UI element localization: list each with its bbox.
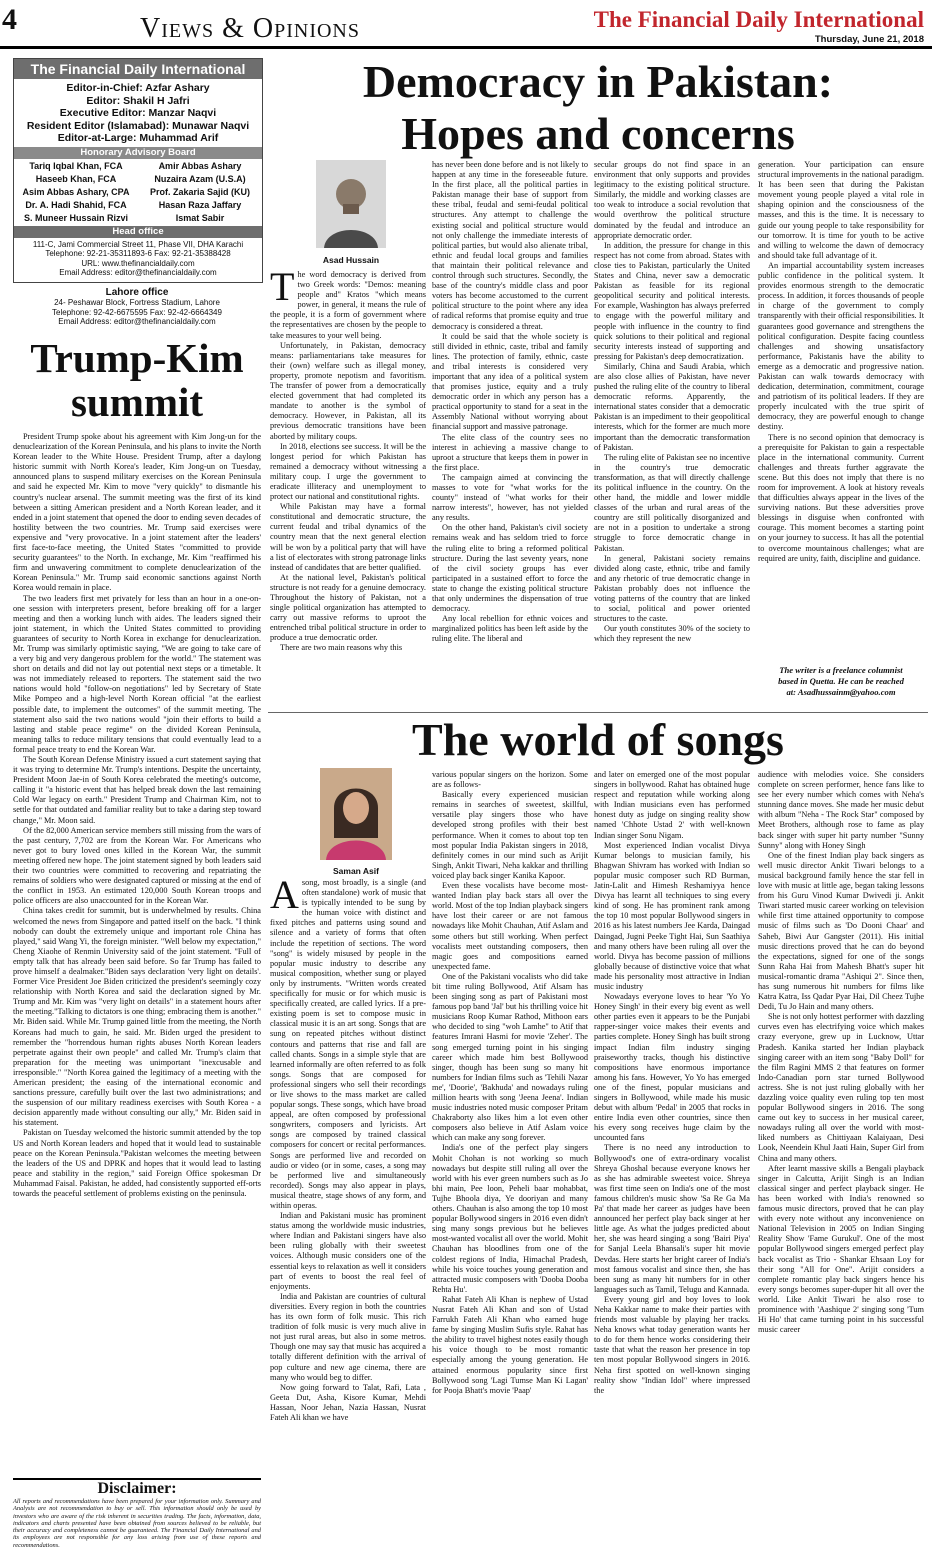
article2-column-2 [432,770,588,1548]
editorial-paragraph: President Trump spoke about his agreement with Kim Jong-un for the denuclearization of the Korean Peninsula, and his plans to invite the North Korean leader to the White House. President Trump, after a daylong historic summit with North Korea's leader, Kim Jong-un on Tuesday, announced plans to suspend military exercises on the Korean Peninsula and said he expected Mr. Kim to move "very quickly" to dismantle his country's nuclear arsenal. The summit meeting was the first of its kind between a sitting American president and a North Korean leader, and it ended in a joint statement that opened the door to ending seven decades of hostility between the two countries. Mr. Trump said exercises were expensive and "very provocative. In a joint statement after the leaders' first face-to-face meeting, the United States "committed to provide security guarantees" to the North. In exchange, Mr. Kim "reaffirmed his firm and unwavering commitment to complete denuclearization of the Korean Peninsula." Mr. Trump said economic sanctions against North Korea would remain in place. [13,432,261,593]
editor-line: Resident Editor (Islamabad): Munawar Naqvi [26,119,250,132]
article-paragraph: song, most broadly, is a single (and often standalone) work of music that is typically intended to be sung by the human voice with distinct and fixed pitches and patterns using sound and silence and a variety of forms that often include the repetition of sections. The word "song" is widely misused by people in the popular music industry to describe any musical composition, whether sung or played only by instruments. "Written words created specifically for music or for which music is specifically created, are called lyrics. If a pre-existing poem is set to compose music in classical music it is an art song. Songs that are sung on repeated pitches without distinct contours and patterns that rise and fall are called chants. Songs in a simple style that are learned informally are often referred to as folk songs. Songs that are composed for professional singers who sell their recordings or live shows to the mass market are called popular songs. These songs, which have broad appeal, are often composed by professional songwriters, composers and lyricists. Art songs are composed by trained classical composers for concert or recital performances. Songs are performed live and recorded on audio or video (or in some, cases, a song may be performed live and simultaneously recorded). Songs may also appear in plays, musical theatre, stage shows of any form, and within operas. [270,878,426,1210]
author-name: Asad Hussain [322,255,380,265]
article-paragraph: he word democracy is derived from two Greek words: "Demos: meaning people and" Kratos "which means power, in general, it means the rule of the people, it is a form of government where the representatives are chosen by the people to take measures to your well being. [270,270,426,340]
article-paragraph: Most experienced Indian vocalist Divya Kumar belongs to musician family, his Bhagwan Shivram has worked with Indian so popular music composer such RD Burman, Jatin-Lalit and Himesh Reshamiyya hence Divya has learnt all techniques to sing every kind of song. He has prominent rank among the top 10 most popular Bollywood singers in 2016 as his latest numbers Jee Karda, Daingad Daingad, Jugni Peeke Tight Hai, Sun Saathiya and many others have been ruling all over the world. Divya has become passion of millions globally because of distinctive voice that what made his personality most attractive in Indian music industry [594,840,750,991]
article1-column-3 [594,160,750,710]
article-paragraph: Rahat Fateh Ali Khan is nephew of Ustad Nusrat Fateh Ali Khan and son of Ustad Farrukh Fateh Ali Khan who earned huge fame by singing Muslim Sufis style. Rahat has the ability to travel highest notes easily though his voice though to be most romantic especially among the young generation. He attained enormous popularity since first Bollywood song 'Lagi Tumse Man Ki Lagan' for Pooja Bhatt's movie 'Paap' [432,1294,588,1395]
article1-title-line: Democracy in Pakistan: [362,56,834,107]
advisory-board [14,159,262,226]
article-paragraph: One of the Pakistani vocalists who did take bit time ruling Bollywood, Atif Alsam has been singing song as part of Pakistani most famous pop band 'Jal' but his thrilling voice hit musicians Roop Kumar Rathod, Mithoon ears who decided to sing "woh Lamhe" to Atif that features Imrani Hasmi for movie 'Zeher'. The song emerged turning point in his singing career which made him best Bollywood singer, though has been sung so many hit numbers for Indian films such as 'Tehili Nazar me', 'Doorie', 'Bakhuda' and nowadays ruling million hearts with song 'Jeena Jeena'. Indian music industries noted music composer Pritam Chakraborty also likes him a lot even other composers also believe in Atif Aslam voice which can make any song forever. [432,971,588,1143]
article-paragraph: There is no second opinion that democracy is a prerequisite for Pakistan to gain a respectable place in the international community. Current challenges and threats further aggravate the scene. But this does not imply that there is no room for improvement. A look at history reveals that difficulties always appear in the lives of the surviving nations. But these adversities prove blessings in disguise when confronted with courage. This moment becomes a starting point on your journey to success. It has all the potential to overcome mountainous challenges; what are required are unity, faith, discipline and guidance. [758,432,924,563]
editorial-paragraph: The South Korean Defense Ministry issued a curt statement saying that it was trying to determine Mr. Trump's intentions. Despite the uncertainty, President Moon Jae-in of South Korea celebrated the meeting's outcome, calling it "a historic event that has helped break down the last remaining Cold War legacy on earth." President Trump and Chairman Kim, not to settle for that outdated and familiar reality but to take a daring step toward change," Mr. Moon said. [13,755,261,825]
article1-title-line: Hopes and concerns [401,108,795,159]
address-line: 24- Peshawar Block, Fortress Stadium, Lahore [54,298,220,307]
page-number: 4 [2,3,17,36]
article-paragraph: There are two main reasons why this [280,643,403,653]
bio-line: The writer is a freelance columnist [779,665,903,675]
issue-date: Thursday, June 21, 2018 [814,34,924,45]
article-paragraph: An impartial accountability system increases public confidence in the political system. It provides enormous strength to the democratic process. In addition, it forces thousands of people in charge of the government to comply transparently with their official responsibilities. It guarantees good governance and strengthens the political configuration. Despite facing countless challenges and showing unsatisfactory performance, Pakistanis have the ability to emerge as a democratic and progressive nation. Pakistan can walk towards democracy with dedication, determination, commitment, courage and patriotism of its political leaders. If they are properly inculcated with the true spirit of democracy, they are powerful enough to change destiny. [758,260,924,432]
article-paragraph: Even these vocalists have become most-wanted Indian play back stars all over the world. Most of the top Indian playback singers have lost their career or are not famous nowadays like Mohit Chauhan, Atif Aslam and some others but still working. When perfect vocalists meet outstanding composers, then magic goes and compositions earned unexpected fame. [432,881,588,971]
masthead-title: The Financial Daily International [14,59,262,79]
author-bio [758,665,924,698]
bio-line: at: Asadhussainm@yahoo.com [786,687,896,697]
editor-line: Editor-in-Chief: Azfar Ashary [66,82,210,94]
article1-column-4 [758,160,924,660]
article2-title: The world of songs [412,714,784,765]
article-paragraph: She is not only hottest performer with dazzling curves even has electrifying voice which makes crazy everyone, grew up in Lucknow, Uttar Pradesh. Kanika started her Indian playback singing career with an item song "Baby Doll" for the film Ragini MMS 2 that features on former Indo-Canadian porn star turned Bollywood actress. She is not just ruling globally with her dazzling voice quality even ruling top ten most popular Bollywood singers in 2016. The song came out key to success in her musical career, nowadays ruling all over the world with most-liked numbers as Chittiyaan Kalaiyaan, Desi Look, Neendein Khul Jaati Hain, Super Girl from China and many others. [758,1012,924,1163]
editorial-paragraph: Of the 82,000 American service members still missing from the wars of the past century, 7,702 are from the Korean War. For Americans who never got to bury loved ones killed in the Korean War, the summit meeting offered new hope. The joint statement signed by both leaders said their two countries were committed to recovering and repatriating the remains of soldiers who were designated captured or missing at the end of the conflict in 1953. An estimated 120,000 South Korean troops and police officers are also unaccounted for in the Korean War. [13,825,261,906]
email-line: Email Address: editor@thefinancialdaily.com [58,317,216,326]
article-paragraph: audience with melodies voice. She considers complete on screen performer, hence fans like to see her every number which comes with Neha's stunning dance moves. She made her music debut with album "Neha - The Rock Star" composed by Meet Brothers, although rose to fame as play back singer with super hit party number "Sunny Sunny" along with Honey Singh [758,770,924,850]
article-paragraph: Nowadays everyone loves to hear 'Yo Yo Honey Singh' in their every big event as well other parties even it appears to be the Punjabi rapper-singer voice makes their events and parties complete. Honey Singh has built strong impact Indian film industry singing praiseworthy tracks, though his distinctive compositions have enormous importance among his fans. However, Yo Yo has emerged one of the finest, popular musicians and singers in Bollywood, while made his music debut with album 'Pedal' in 2005 that rocks in entire India even other countries, since then his every song receives huge claim by the uncounted fans [594,992,750,1143]
phone-line: Telephone: 92-42-6675595 Fax: 92-42-6664349 [52,307,222,317]
article1-title [268,56,928,160]
editor-line: Editor-at-Large: Muhammad Arif [57,132,219,144]
section-title: Views & Opinions [140,13,360,44]
article-paragraph: On the other hand, Pakistan's civil society remains weak and has seldom tried to force the ruling elite to bring a reformed political structure. During the last seventy years, none of the civil society groups has ever participated in a sustained effort to force the state to change the existing political structure that only undermines the dispensation of true democracy. [432,523,588,614]
article-paragraph: generation. Your participation can ensure structural improvements in the national paradigm. It has been seen that during the Pakistan movement young people played a vital role in shaping opinion and the consciousness of the masses, and this is the time. It is necessary to guide our young people to take responsibility for our tomorrow. It is time for youth to be active and willing to welcome the dawn of democracy and should take full advantage of it. [758,160,924,260]
editorial-paragraph: The two leaders first met privately for less than an hour in a one-on-one session with interpreters present, before breaking off for a larger meeting and then a working lunch with aides. The leaders signed their joint statement, in which the United States committed to providing guarantees of security to North Korea in exchange for denuclearization. Mr. Trump was similarly optimistic saying, "We are going to take care of a very big and very dangerous problem for the world." The statement was short on details and did not lay out potential next steps or a timetable. It was not immediately released to reporters. The statement said the two nations would hold "follow-on negotiations" led by Secretary of State Mike Pompeo and a high-level North Korean official "at the earliest possible date, to implement the outcomes" of the summit meeting. The statement also said the two nations would "join their efforts to build a lasting and stable peace regime" on the divided Korean Peninsula, meaning talks to reduce military tensions that could eventually lead to a formal peace treaty to end the Korean War. [13,593,261,754]
dropcap: A [270,878,299,917]
article-paragraph: While Pakistan may have a formal constitutional and democratic structure, the current feudal and tribal dynamics of the country mean that the next general election will be won by a political party that will have a list of electorates with strong patronage links instead of candidates that are better qualified. [270,502,426,572]
board-member: Nuzaira Azam (U.S.A) [154,173,246,184]
disclaimer-title: Disclaimer: [97,1480,177,1497]
board-member: Tariq Iqbal Khan, FCA [29,160,123,171]
editorial-paragraph: China takes credit for summit, but is underwhelmed by results. China welcomed the news from Singapore and patted itself on the back. "I think nobody can doubt the extremely unique and important role China has played," said Wang Yi, the foreign minister. "Well below my expectation," Cheng Xiaohe of Renmin University said of the joint statement. "Full of empty talk that has already been said before. So far Trump has failed to prove himself a dealmaker."Biden says declaration 'very light on details'. Former Vice President Joe Biden criticized the president's seemingly cozy relationship with North Korea and said the declaration signed by Mr. Trump and Mr. Kim was "very light on details" in a statement hours after the meeting."Talking to dictators is one thing; embracing them is another." Mr. Biden said. While Mr. Trump gained little from the meeting, the North Koreans had much to gain, he said. Mr. Biden urged the president to remember the "horrendous human rights abuses North Korean leaders perpetrate against their own people" and called Mr. Trump's claim that preparation for the meeting was unimportant "inexcusable and irresponsible." "North Korea gained the legitimacy of a meeting with the American president; the easing of the international economic and sanctions pressure, carefully built over the last two administrations; and the suspension of our military readiness exercises with South Korea - a decision apparently made without consulting our ally," Mr. Biden said in his statement. [13,906,261,1128]
editorial-title-line: summit [70,379,204,425]
article-paragraph: Now going forward to Talat, Rafi, Lata , Geeta Dut, Asha, Kisore Kumar, Mehdi Hassan, Noor Jehan, Nazia Hassan, Nusrat Fateh Ali khan we have [270,1382,426,1422]
article-paragraph: One of the finest Indian play back singers as well music director Ankit Tiwari belongs to a musical background family hence the star fell in love with music at little age, began taking lessons from his Guru Vinod Kumar Dwivedi ji. Ankit Tiwari started music career working on television while first time attained opportunity to compose music of films such as 'Do Dooni Chaar' and Saheb, Biwi Aur Gangster (2011). His initial music directions proved that he can do beyond the expectations, signed for one of the songs Sunn Raha Hai from Mahesh Bhatt's super hit musical-romantic drama "Ashiqui 2". Since then, has sung numerous hit numbers for films like Katra Katra, Iss Qadar Pyar Hai, Dil Cheez Tujhe Dedi, Tu Jo Hain and many others. [758,850,924,1012]
article-paragraph: The campaign aimed at convincing the masses to vote for "what works for the county" instead of "what works for their narrow interests", however, has not yielded any results. [432,472,588,523]
disclaimer-text: All reports and recommendations have been prepared for your information only. Summary and Analysis are not recommendation to buy or sell. This information should only be used by investors who are aware of the risk inherent in securities trading. The facts, information, data, indicators and charts presented have been obtained from sources believed to be reliable, but their accuracy and completeness cannot be guaranteed. The Financial Daily International and its employees are not responsible for any loss arising from use of these reports and recommendations. [13,1498,261,1549]
email-line: Email Address: editor@thefinancialdaily.com [59,268,217,277]
article-separator [268,712,928,713]
phone-line: Telephone: 92-21-35311893-6 Fax: 92-21-35388428 [45,249,231,258]
article-paragraph: India's one of the perfect play singers Mohit Chohan is not working so much nowadays but despite still ruling all over the world with his ever green numbers such as Jo bhi main, Pee loon, Peheli baar mohabbat, Tujhe Bhoola diya, Ye dooriyan and many others. Chauhan is also among the top 10 most popular Bollywood singers in 2016 even didn't sing many songs previous but he believes most-wanted vocalist all over the world. Mohit Chauhan has bloodlines from one of the coldest regions of India, Himachal Pradesh, while his voice touches young generation and attracted music composers with 'Dooba Dooba Rehta Hu'. [432,1143,588,1294]
article-paragraph: secular groups do not find space in an environment that only supports and provides legitimacy to the existing political structure. Similarly, the middle and working classes are too weak to introduce a social revolution that would overthrow the political structure dominated by the feudal and introduce an appropriate democratic order. [594,160,750,240]
disclaimer-box [13,1478,261,1550]
board-member: Asim Abbas Ashary, CPA [22,186,130,197]
editorial-title-line: Trump-Kim [30,335,244,381]
author-photo-asad [316,160,386,248]
board-member: Haseeb Khan, FCA [35,173,117,184]
author-name: Saman Asif [333,866,379,876]
paper-name: The Financial Daily International [593,7,924,32]
advisory-board-label: Honorary Advisory Board [14,147,262,159]
author-silhouette-icon [316,160,386,248]
article-paragraph: In addition, the pressure for change in this respect has not come from abroad. States with close ties to Pakistan, particularly the United States and China, never saw a democratic Pakistan as feasible for its regional geopolitical security and political interests. For example, Washington has always preferred to engage with the powerful military and people with influence in the country to find quick solutions to their political and regional security interests instead of supporting and pressing for Pakistan's deep democratization. [594,240,750,361]
article-paragraph: Any local rebellion for ethnic voices and marginalized politics has been left aside by the ruling elite. The liberal and [432,614,588,644]
editor-line: Editor: Shakil H Jafri [86,94,190,107]
board-row [14,186,262,199]
article-paragraph: and later on emerged one of the most popular singers in bollywood. Rahat has obtained huge respect and reputation while working along with Indian musicians even has performed honest duty as judge on singing reality show named 'Chhote Ustad 2' with well-known Indian singer Sonu Nigam. [594,770,750,840]
editorial-body [13,432,261,1476]
article2-column-3 [594,770,750,1548]
lahore-office [13,287,261,327]
address-line: 111-C, Jami Commercial Street 11, Phase VII, DHA Karachi [32,239,244,249]
board-member: Ismat Sabir [175,212,225,223]
article2-column-1 [270,878,426,1548]
article-paragraph: The ruling elite of Pakistan see no incentive in the country's true democratic transformation, as that will directly challenge its political influence in the country. On the other hand, the middle and lower middle classes of the urban and rural areas of the country are still politically disorganized and are not in a position to undertake a strong struggle to force democratic change in Pakistan. [594,452,750,553]
article-paragraph: various popular singers on the horizon. Some are as follows- [432,770,588,790]
article-paragraph: has never been done before and is not likely to happen at any time in the foreseeable future. In the first place, all the political parties in Pakistan manage their base of support from these tribal, feudal and semi-feudal political structures. Any attempt to challenge the existing social and political structure would not only challenge the immediate interests of political parties, but would also alienate tribal, ethnic and feudal local groups and families that maintain their political relevance and control through such structures. Secondly, the base of the country's middle class and poor voters has become accustomed to the current political structure to the point where any idea of radical reforms that promise equity and true democracy is considered a threat. [432,160,588,331]
lahore-office-label: Lahore office [105,287,169,298]
board-row [14,160,262,173]
board-row [14,212,262,225]
article2-column-4 [758,770,924,1548]
article-paragraph: Indian and Pakistani music has prominent status among the worldwide music industries, where Indian and Pakistani singers have also been ruling globally with their sweetest voices. Although music considers one of the essential keys to relaxation as well it considers part of events to boost the real feel of enjoyments. [270,1211,426,1291]
header-rule [0,46,932,49]
board-row [14,199,262,212]
masthead-box [13,58,263,283]
article-paragraph: At the national level, Pakistan's political structure is not ready for a genuine democracy. Throughout the history of Pakistan, not a single political organization has attempted to carry out massive reforms to uproot the entrenched tribal political structure in order to produce a true democratic order. [270,572,426,643]
board-row [14,173,262,186]
article1-column-2 [432,160,588,710]
editorial-title [13,336,261,424]
dropcap: T [270,270,295,309]
article-paragraph: The elite class of the country sees no interest in achieving a massive change to uproot a structure that keeps them in power in the first place. [432,432,588,472]
head-office-label: Head office [14,226,262,238]
article-paragraph: It could be said that the whole society is still divided in ethnic, caste, tribal and family lines. The protection of family, ethnic, caste and tribal interests is considered very important that any idea of a political system that promises justice, equity and a truly democratic order in which any person has a practical opportunity to stand for a seat in the Assembly National without worrying about financial support and massive patronage. [432,331,588,432]
article-paragraph: Every young girl and boy loves to look Neha Kakkar name to make their parties with friends most valuable by playing her tracks. Neha knows what today generation wants her to do for them hence works considering their taste that what the reason her presence in top ten most popular Bollywood singers in 2016. Neha first spotted on well-known singing reality show "Indian Idol" where impressed the [594,1294,750,1395]
board-member: Prof. Zakaria Sajid (KU) [149,186,251,197]
board-member: Dr. A. Hadi Shahid, FCA [25,199,127,210]
article-paragraph: Basically every experienced musician remains in searches of sweetest, skillful, versatile play singers those who have developed strong profiles with their best performance. When it comes to about top ten most popular India Pakistan singers in 2018, definitely comes in our mind such as Arijit Singh, Ankit Tiwari, Neha kakkar and thrilling voiced play back singer Kanika Kapoor. [432,790,588,880]
editorial-paragraph: Pakistan on Tuesday welcomed the historic summit attended by the top US and North Korean leaders and hoped that it would lead to sustainable peace on the Korean Peninsula."Pakistan welcomes the meeting between the leaders of the US and DPRK and hopes that it would lead to lasting peace and stability in the region," said Foreign Office spokesman Dr Muhammad Faisal. Pakistan, he added, had consistently supported eff-orts towards the peaceful settlement of problems existing on the peninsula. [13,1128,261,1199]
editors-list [14,79,262,145]
article-paragraph: After learnt massive skills a Bengali playback singer in Calcutta, Arijit Singh is an Indian classical singer and perfect playback singer. He has been worked with India's renowned so famous music directors, proved that he can play with every note without any inconvenience on National Television in 2005 on Indian Singing Reality Show 'Fame Gurukul'. One of the most popular Bollywood singers emerged perfect play back vocalist as Trio - Shankar Ehsaan Loy for their song "All for One". Arijit considers a complete romantic play back singers hence his every songs becomes super-duper hit all over the world. Like Ankit Tiwari he also rose to prominence with 'Aashique 2' singing song 'Tum Hi Ho' that came turning point in his successful music career [758,1163,924,1335]
article-paragraph: There is no need any introduction to Bollywood's one of extra-ordinary vocalist Shreya Ghoshal because everyone knows her as she has admirable sweetest voice. Shreya was first time seen on India's one of the most famous children's music show 'Sa Re Ga Ma Pa' that made her career as judges have been announced her perfect play back singer at her little age. As what the judges predicted about her, she was heard singing a song 'Bairi Piya' for Sanjal Leela Bhansali's super hit movie Devdas. Here starts her bright career of India's most famous vocalist and since then, she has been sung as many hit numbers for in other languages such as Tamil, Telugu and Kannada. [594,1143,750,1294]
article-paragraph: Our youth constitutes 30% of the society to which they represent the new [594,624,750,644]
article-paragraph: In general, Pakistani society remains divided along caste, ethnic, tribe and family and any rhetoric of true democratic change in Pakistan probably does not influence the voting patterns of the country that are linked to social, political and power oriented structures to the caste. [594,553,750,624]
article-paragraph: India and Pakistan are countries of cultural diversities. Every region in both the countries has its own form of folk music. This rich tradition of folk music is very much alive in not just rural areas, but also in some metros. Though one may say that music has acquired a totally different definition with the arrival of pop culture and new age cinema, there are many who would beg to differ. [270,1291,426,1382]
head-office-details [14,238,262,278]
author-silhouette-icon [320,768,392,860]
article-paragraph: In 2018, elections see success. It will be the longest period for which Pakistan has remained a democracy without witnessing a military coup. I urge the government to eradicate illiteracy and unemployment to protect our national and constitutional rights. [270,441,426,502]
article-paragraph: Similarly, China and Saudi Arabia, which are also close allies of Pakistan, have never pushed the ruling elite of the country to liberal democratic reforms. Apparently, the international states consider that a democratic Pakistan is an impediment to their geopolitical interests, which for the former are much more important than the democratic transformation of Pakistan. [594,361,750,452]
board-member: S. Muneer Hussain Rizvi [23,212,129,223]
editor-line: Executive Editor: Manzar Naqvi [59,107,217,119]
bio-line: based in Quetta. He can be reached [778,676,904,686]
article1-column-1 [270,270,426,710]
board-member: Amir Abbas Ashary [158,160,242,171]
board-member: Hasan Raza Jaffary [158,199,242,210]
article-paragraph: Unfortunately, in Pakistan, democracy means: parliamentarians take measures for their (own) welfare such as illegal money, property, promote nepotism and favoritism. The transfer of power from a democratically elected government that had completed its mandate to another is the symbol of democracy. However, in Pakistan, all its previous democratic transitions have been aborted by military coups. [270,340,426,441]
url-line: URL: www.thefinancialdaily.com [81,258,195,268]
author-photo-saman [320,768,392,860]
